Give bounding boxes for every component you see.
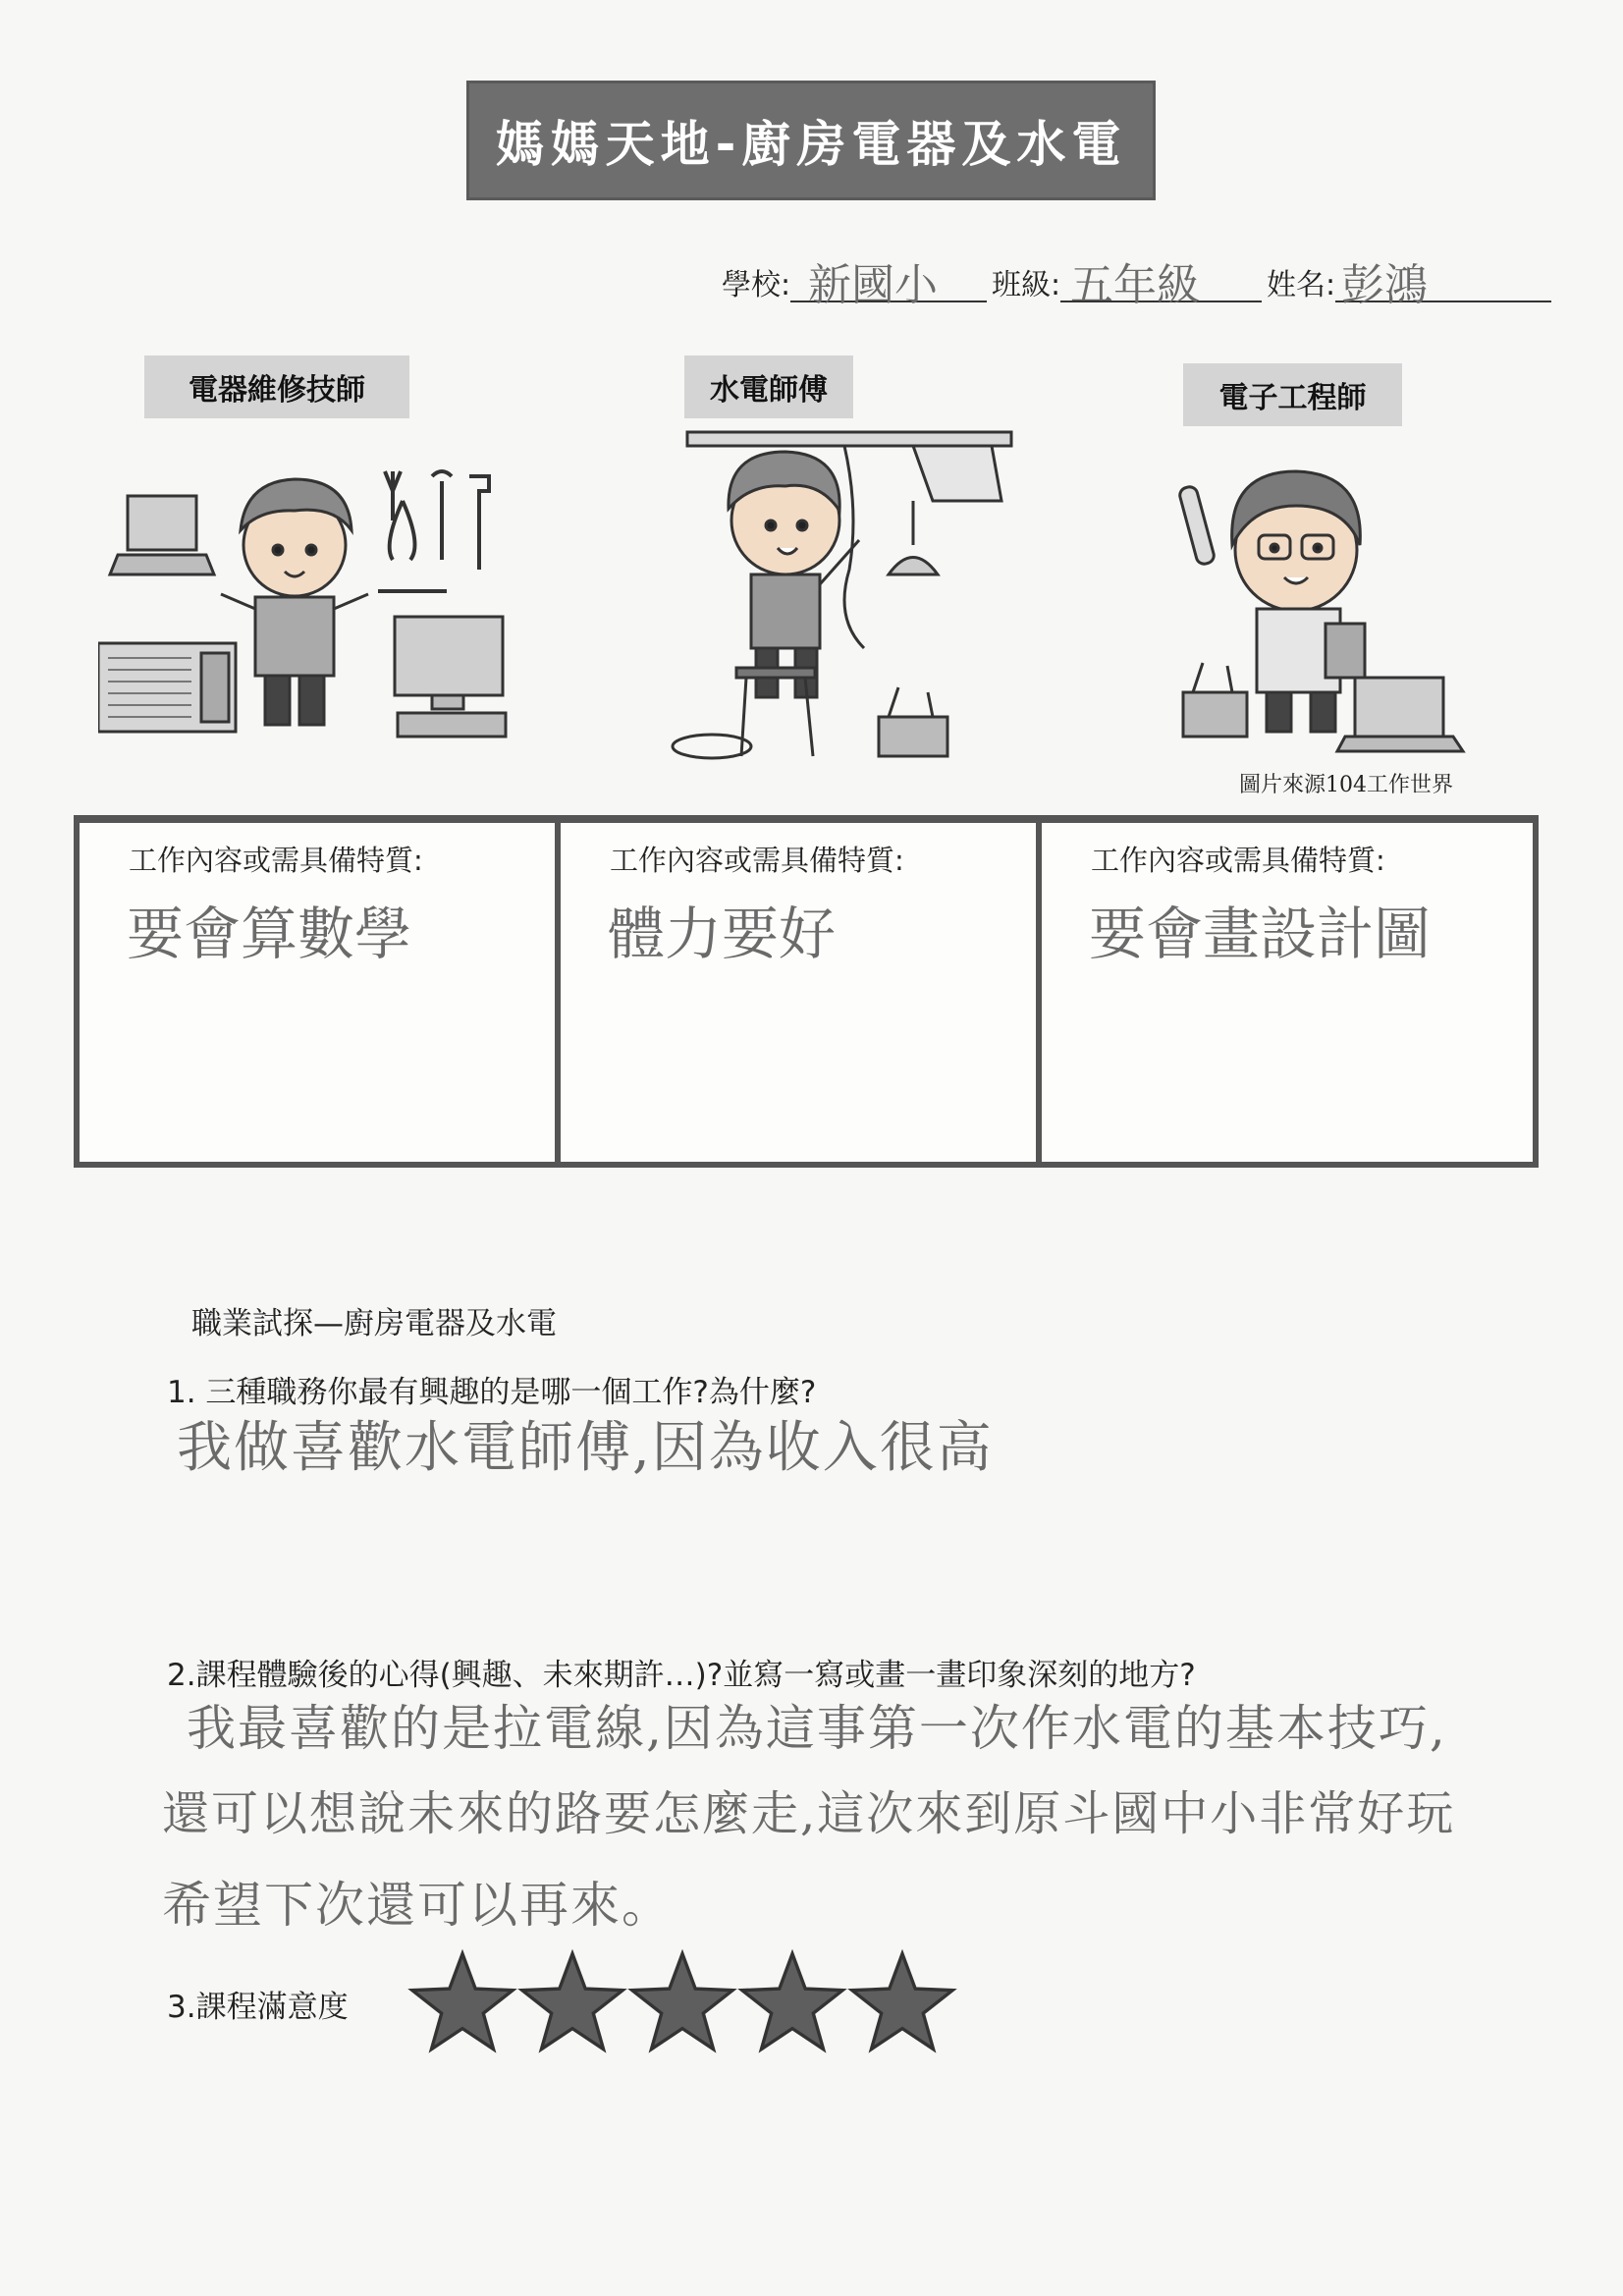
answer-2-line-2: 還可以想說未來的路要怎麼走,這次來到原斗國中小非常好玩	[162, 1786, 1456, 1841]
career-answer-box-2	[555, 815, 1048, 1168]
toolbox-icon	[879, 687, 947, 756]
career-answer: 要會算數學	[127, 901, 412, 967]
rating-stars	[407, 1949, 957, 2077]
air-conditioner-icon	[98, 643, 236, 732]
career-answer-box-1	[74, 815, 567, 1168]
career-prompt: 工作內容或需具備特質:	[1091, 844, 1385, 877]
class-field	[1060, 246, 1262, 310]
appliance-technician-illustration	[98, 452, 520, 746]
star-icon	[847, 1949, 957, 2059]
career-answer: 要會畫設計圖	[1089, 901, 1432, 967]
career-tag-electronic-engineer: 電子工程師	[1183, 363, 1402, 426]
laptop-icon	[1337, 678, 1463, 751]
school-value: 新國小	[808, 260, 938, 310]
answer-2-line-1: 我最喜歡的是拉電線,因為這事第一次作水電的基本技巧,	[187, 1700, 1447, 1757]
toolbox-icon	[1183, 663, 1247, 737]
class-label: 班級:	[992, 268, 1061, 302]
tools-icon	[378, 471, 489, 591]
class-value: 五年級	[1070, 260, 1200, 310]
career-prompt: 工作內容或需具備特質:	[610, 844, 904, 877]
laptop-icon	[110, 496, 214, 574]
answer-2-line-3: 希望下次還可以再來。	[162, 1877, 673, 1934]
name-label: 姓名:	[1267, 268, 1336, 302]
technician-figure	[221, 479, 368, 725]
question-2: 2.課程體驗後的心得(興趣、未來期許…)?並寫一寫或畫一畫印象深刻的地方?	[167, 1658, 1196, 1693]
star-icon	[517, 1949, 627, 2059]
star-icon	[627, 1949, 737, 2059]
page-title-banner	[466, 81, 1156, 200]
question-3: 3.課程滿意度	[167, 1990, 349, 2025]
electrician-figure	[729, 452, 859, 756]
career-prompt: 工作內容或需具備特質:	[129, 844, 423, 877]
plumber-electrician-illustration	[648, 422, 1021, 766]
monitor-icon	[395, 617, 506, 737]
lamp-icon	[889, 501, 938, 574]
star-icon	[737, 1949, 847, 2059]
electronic-engineer-illustration	[1178, 432, 1473, 756]
survey-heading: 職業試探—廚房電器及水電	[191, 1306, 557, 1341]
question-1: 1. 三種職務你最有興趣的是哪一個工作?為什麼?	[167, 1375, 817, 1410]
page-title: 媽媽天地-廚房電器及水電	[495, 116, 1127, 173]
career-answer-box-3	[1036, 815, 1539, 1168]
career-answer: 體力要好	[608, 901, 837, 967]
career-tag-appliance-technician: 電器維修技師	[144, 355, 409, 418]
name-value: 彭鴻	[1341, 260, 1428, 310]
image-credit: 圖片來源104工作世界	[1239, 773, 1453, 797]
school-field	[790, 246, 987, 310]
name-field	[1335, 246, 1551, 310]
answer-1: 我做喜歡水電師傅,因為收入很高	[177, 1416, 994, 1480]
school-label: 學校:	[722, 268, 791, 302]
career-tag-plumber-electrician: 水電師傅	[684, 355, 853, 418]
star-icon	[407, 1949, 517, 2059]
